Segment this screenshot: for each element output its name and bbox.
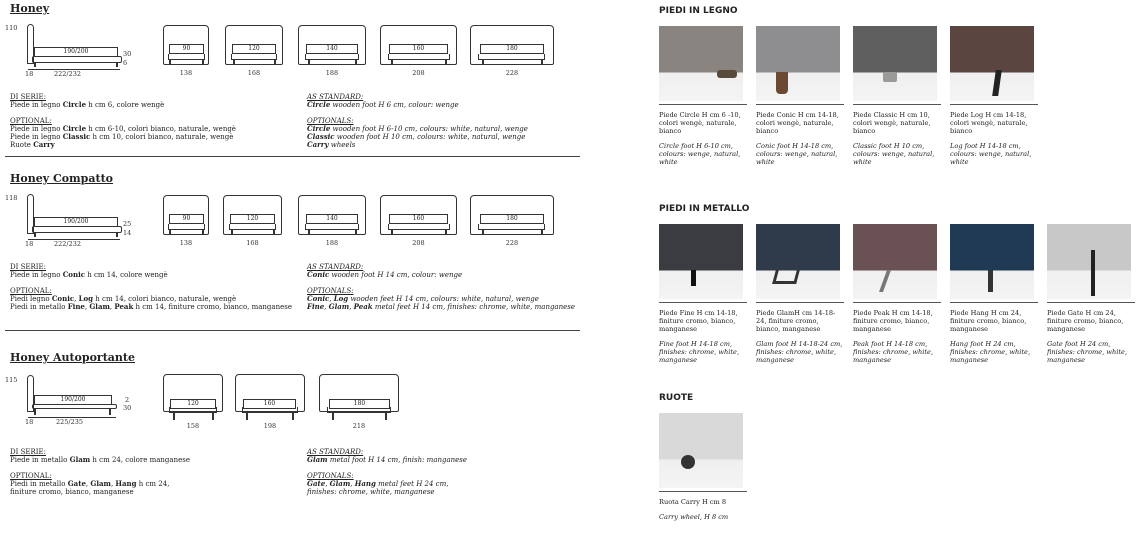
foot-label-en: Gate foot H 24 cm, finishes: chrome, white, manganese: [1047, 340, 1128, 364]
text-segment: ,: [329, 295, 334, 303]
bed-base: [168, 54, 205, 60]
foot-label-it: Ruota Carry H cm 8: [659, 498, 727, 506]
total-length: 222/232: [54, 240, 82, 248]
bed-front-view: [319, 374, 399, 434]
mattress-width: 160: [389, 44, 448, 54]
section-title: Honey Autoportante: [10, 351, 136, 364]
foot-label-it: Piede Hang H cm 24, finiture cromo, bianco, manganese: [950, 309, 1027, 333]
front-leg: [231, 230, 233, 235]
front-leg: [541, 230, 543, 235]
text-segment: h cm 24, colore manganese: [90, 456, 190, 464]
text-line: [10, 303, 292, 311]
text-line: [10, 456, 190, 464]
foot-label-en: Hang foot H 24 cm, finishes: chrome, white, manganese: [950, 340, 1031, 364]
bed-leg: [34, 233, 36, 237]
mattress-width: 180: [480, 214, 544, 224]
total-width: 188: [325, 239, 339, 247]
foot-shape: [717, 70, 737, 78]
foot-card: [853, 224, 941, 364]
optional-en: [307, 472, 448, 496]
card-rule: [659, 104, 747, 105]
total-width: 228: [505, 69, 519, 77]
card-rule: [1047, 302, 1135, 303]
text-segment: metal foot H 14 cm, finish: manganese: [327, 456, 468, 464]
bed-leg: [116, 233, 118, 237]
mattress-width: 160: [389, 214, 448, 224]
foot-card: [659, 26, 747, 166]
text-segment: ,: [350, 480, 355, 488]
bed-frame: [32, 56, 122, 63]
bed-leg: [34, 409, 36, 415]
card-rule: [756, 104, 844, 105]
bed-front-view: [470, 195, 554, 245]
text-segment: ,: [324, 303, 329, 311]
text-line: [10, 101, 164, 109]
bed-base: [388, 224, 450, 230]
mattress-length: 190/200: [34, 47, 118, 57]
text-segment: Conic: [51, 294, 75, 303]
text-segment: metal feet H 24 cm,: [375, 480, 449, 488]
foot-label-it: Piede Gate H cm 24, finiture cromo, bianco, manganese: [1047, 309, 1124, 333]
bed-base: [478, 224, 545, 230]
height-dim: 118: [5, 194, 18, 202]
foot-shape: [681, 455, 695, 469]
front-leg: [173, 413, 175, 420]
leg-dim: 18: [25, 418, 34, 426]
text-heading: DI SERIE:: [10, 263, 47, 271]
text-line: [307, 480, 448, 488]
bed-base: [388, 54, 450, 60]
group-title: PIEDI IN METALLO: [659, 204, 750, 214]
text-heading: AS STANDARD:: [307, 263, 364, 271]
front-leg: [169, 60, 171, 65]
text-line: [307, 133, 528, 141]
optional-it: [10, 472, 169, 496]
text-segment: Peak: [353, 302, 373, 311]
text-heading: DI SERIE:: [10, 448, 47, 456]
foot-photo: [659, 413, 743, 488]
bed-front-view: [380, 195, 457, 245]
text-segment: h cm 14, colori bianco, naturale, wengè: [93, 295, 237, 303]
text-segment: h cm 14, finiture cromo, bianco, manganese: [133, 303, 292, 311]
standard-it: [10, 448, 190, 464]
front-leg: [292, 413, 294, 420]
text-segment: Classic: [62, 132, 91, 141]
side-dim: 30: [123, 50, 132, 58]
text-line: [307, 488, 448, 496]
mattress-width: 120: [230, 214, 275, 224]
foot-card: [756, 26, 844, 166]
text-segment: wooden foot H 6 cm, colour: wenge: [330, 101, 459, 109]
foot-photo: [950, 224, 1034, 299]
text-heading: AS STANDARD:: [307, 448, 364, 456]
front-leg: [482, 60, 484, 65]
text-segment: Conic: [62, 270, 85, 279]
text-heading: AS STANDARD:: [307, 93, 364, 101]
text-segment: Glam: [329, 479, 351, 488]
text-segment: ,: [85, 480, 91, 488]
foot-label-it: Piede Fine H cm 14-18, finiture cromo, bianco, manganese: [659, 309, 738, 333]
total-width: 168: [247, 69, 261, 77]
text-line: [10, 271, 168, 279]
bed-base: [327, 407, 391, 413]
bed-front-view: [470, 25, 554, 75]
front-leg: [212, 413, 214, 420]
bed-front-view: [225, 25, 283, 75]
total-width: 168: [246, 239, 259, 247]
text-line: [10, 488, 169, 496]
text-segment: Gate: [307, 479, 326, 488]
text-segment: Ruote: [10, 141, 34, 149]
card-rule: [853, 104, 941, 105]
bed-front-view: [298, 195, 366, 245]
text-segment: Piede in legno: [10, 101, 63, 109]
front-leg: [385, 413, 387, 420]
text-line: [307, 101, 459, 109]
bed-leg: [116, 63, 118, 67]
standard-en: [307, 263, 462, 279]
foot-photo: [1047, 224, 1131, 299]
bed-front-view: [223, 195, 282, 245]
bed-side-view: [4, 20, 154, 80]
text-line: [307, 456, 467, 464]
text-segment: metal feet H 14 cm, finishes: chrome, white, manganese: [372, 303, 575, 311]
standard-en: [307, 93, 459, 109]
text-segment: Piede in legno: [10, 133, 63, 141]
front-leg: [202, 60, 204, 65]
text-segment: Piede in legno: [10, 271, 63, 279]
front-leg: [445, 230, 447, 235]
front-leg: [355, 230, 357, 235]
text-heading: OPTIONAL:: [10, 287, 52, 295]
total-width: 138: [179, 239, 193, 247]
text-segment: Glam: [69, 455, 91, 464]
group-title: RUOTE: [659, 393, 694, 403]
total-width: 198: [263, 422, 277, 430]
text-segment: finishes: chrome, white, manganese: [307, 488, 435, 496]
text-segment: Glam: [307, 455, 328, 464]
foot-card: [659, 413, 747, 521]
text-segment: Piede in metallo: [10, 456, 70, 464]
mattress-width: 90: [169, 44, 204, 54]
section-title: Honey: [10, 2, 50, 15]
bed-base: [305, 224, 359, 230]
text-segment: Conic: [307, 294, 330, 303]
foot-photo: [659, 26, 743, 101]
front-leg: [355, 60, 357, 65]
text-line: [307, 303, 575, 311]
foot-label-en: Circle foot H 6-10 cm, colours: wenge, natural, white: [659, 142, 741, 166]
side-dim: 14: [123, 229, 132, 237]
card-rule: [950, 302, 1038, 303]
front-leg: [332, 413, 334, 420]
side-dim: 2: [125, 396, 130, 404]
text-segment: Piedi in metallo: [10, 303, 68, 311]
front-leg: [202, 230, 204, 235]
text-segment: Log: [333, 294, 349, 303]
front-leg: [274, 60, 276, 65]
bed-front-view: [163, 374, 223, 434]
front-leg: [482, 230, 484, 235]
text-segment: Peak: [114, 302, 134, 311]
text-segment: Circle: [62, 124, 87, 133]
bed-base: [231, 54, 277, 60]
mattress-width: 180: [480, 44, 544, 54]
total-width: 158: [186, 422, 200, 430]
standard-en: [307, 448, 467, 464]
text-segment: Gate: [67, 479, 86, 488]
total-length: 225/235: [56, 418, 84, 426]
total-length: 222/232: [54, 70, 82, 78]
height-dim: 110: [5, 24, 18, 32]
foot-shape: [992, 70, 1002, 96]
bed-base: [242, 407, 298, 413]
text-heading: OPTIONALS:: [307, 287, 354, 295]
total-width: 218: [352, 422, 366, 430]
foot-label-it: Piede Circle H cm 6 -10, colori wengè, naturale, bianco: [659, 111, 741, 135]
bed-base: [168, 224, 205, 230]
text-line: [307, 141, 528, 149]
text-segment: wooden foot H 14 cm, colour: wenge: [329, 271, 463, 279]
bed-frame: [32, 226, 122, 233]
foot-shape: [1091, 250, 1095, 296]
text-line: [10, 295, 292, 303]
total-width: 228: [505, 239, 519, 247]
section-title: Honey Compatto: [10, 172, 113, 185]
bed-side-view: [4, 369, 154, 429]
text-segment: h cm 6, colore wengè: [86, 101, 165, 109]
text-segment: Circle: [62, 100, 87, 109]
text-segment: Piedi in metallo: [10, 480, 68, 488]
optional-it: [10, 287, 292, 311]
section-divider: [5, 330, 580, 331]
bed-front-view: [380, 25, 457, 75]
front-leg: [541, 60, 543, 65]
card-rule: [756, 302, 844, 303]
text-heading: OPTIONAL:: [10, 472, 52, 480]
bed-base: [229, 224, 276, 230]
bed-front-view: [163, 25, 209, 75]
text-segment: h cm 24,: [136, 480, 170, 488]
optional-en: [307, 287, 575, 311]
text-line: [307, 271, 462, 279]
foot-label-en: Carry wheel, H 8 cm: [659, 513, 729, 521]
text-segment: ,: [109, 303, 115, 311]
foot-card: [853, 26, 941, 166]
text-segment: ,: [349, 303, 354, 311]
mattress-width: 120: [170, 399, 216, 409]
foot-card: [659, 224, 747, 364]
text-segment: finiture cromo, bianco, manganese: [10, 488, 134, 496]
front-leg: [445, 60, 447, 65]
front-leg: [273, 230, 275, 235]
foot-photo: [659, 224, 743, 299]
side-dim: 6: [123, 59, 128, 67]
text-heading: OPTIONAL:: [10, 117, 52, 125]
mattress-width: 140: [306, 214, 358, 224]
text-heading: DI SERIE:: [10, 93, 47, 101]
height-dim: 115: [5, 376, 18, 384]
text-segment: ,: [84, 303, 90, 311]
front-leg: [391, 60, 393, 65]
text-line: [10, 141, 236, 149]
mattress-length: 190/200: [34, 395, 112, 405]
text-segment: h cm 6-10, colori bianco, naturale, wengè: [86, 125, 236, 133]
text-segment: Piede in legno: [10, 125, 63, 133]
optional-it: [10, 117, 236, 149]
text-segment: Circle: [307, 100, 331, 109]
side-dim: 25: [123, 220, 132, 228]
foot-label-en: Fine foot H 14-18 cm, finishes: chrome, white, manganese: [659, 340, 740, 364]
leg-dim: 18: [25, 70, 34, 78]
front-leg: [308, 230, 310, 235]
foot-shape: [879, 270, 891, 292]
mattress-width: 140: [306, 44, 358, 54]
foot-label-it: Piede GlamH cm 14-18-24, finiture cromo, bianco, manganese: [756, 309, 836, 333]
text-segment: wheels: [328, 141, 356, 149]
text-segment: Circle: [307, 124, 331, 133]
bed-base: [305, 54, 359, 60]
section-divider: [5, 156, 580, 157]
foot-label-en: Peak foot H 14-18 cm, finishes: chrome, white, manganese: [853, 340, 934, 364]
text-segment: h cm 10, colori bianco, naturale, wengè: [90, 133, 234, 141]
foot-shape: [776, 72, 788, 94]
card-rule: [659, 302, 747, 303]
foot-card: [756, 224, 844, 364]
text-segment: ,: [110, 480, 116, 488]
front-leg: [169, 230, 171, 235]
text-line: [10, 480, 169, 488]
foot-photo: [756, 224, 840, 299]
foot-card: [950, 224, 1038, 364]
text-line: [307, 125, 528, 133]
foot-label-en: Classic foot H 10 cm, colours: wenge, natural, white: [853, 142, 935, 166]
bed-base: [478, 54, 545, 60]
foot-photo: [853, 26, 937, 101]
foot-label-it: Piede Classic H cm 10, colori wengè, naturale, bianco: [853, 111, 931, 135]
total-width: 208: [412, 69, 425, 77]
text-segment: Piedi legno: [10, 295, 52, 303]
text-segment: Conic: [307, 270, 330, 279]
front-leg: [308, 60, 310, 65]
text-segment: wooden feet H 14 cm, colours: white, natural, wenge: [348, 295, 539, 303]
foot-card: [1047, 224, 1135, 364]
text-segment: Log: [78, 294, 94, 303]
card-rule: [659, 491, 747, 492]
standard-it: [10, 263, 168, 279]
front-leg: [391, 230, 393, 235]
bed-front-view: [235, 374, 305, 434]
mattress-width: 120: [232, 44, 276, 54]
foot-shape: [988, 270, 993, 292]
text-segment: wooden foot H 6-10 cm, colours: white, natural, wenge: [330, 125, 528, 133]
bed-side-view: [4, 190, 154, 250]
foot-photo: [853, 224, 937, 299]
optional-en: [307, 117, 528, 149]
group-title: PIEDI IN LEGNO: [659, 6, 738, 16]
total-width: 138: [179, 69, 193, 77]
total-width: 208: [412, 239, 425, 247]
text-segment: wooden foot H 10 cm, colours: white, natural, wenge: [334, 133, 526, 141]
text-segment: Glam: [89, 302, 110, 311]
side-dim: 30: [123, 404, 132, 412]
foot-card: [950, 26, 1038, 166]
foot-shape: [883, 72, 897, 82]
text-heading: OPTIONALS:: [307, 472, 354, 480]
text-segment: Hang: [115, 479, 137, 488]
mattress-width: 90: [169, 214, 204, 224]
bed-front-view: [298, 25, 366, 75]
foot-label-en: Log foot H 14-18 cm, colours: wenge, natural, white: [950, 142, 1032, 166]
text-segment: Fine: [307, 302, 325, 311]
foot-label-it: Piede Log H cm 14-18, colori wengè, naturale, bianco: [950, 111, 1028, 135]
card-rule: [950, 104, 1038, 105]
front-leg: [246, 413, 248, 420]
text-segment: Glam: [90, 479, 111, 488]
standard-it: [10, 93, 164, 109]
foot-label-it: Piede Peak H cm 14-18, finiture cromo, bianco, manganese: [853, 309, 933, 333]
foot-label-en: Conic foot H 14-18 cm, colours: wenge, natural, white: [756, 142, 838, 166]
leg-dim: 18: [25, 240, 34, 248]
text-segment: Glam: [328, 302, 350, 311]
bed-front-view: [163, 195, 209, 245]
foot-shape: [772, 270, 800, 284]
text-segment: Carry: [307, 140, 329, 149]
total-width: 188: [325, 69, 339, 77]
bed-base: [169, 407, 217, 413]
foot-label-it: Piede Conic H cm 14-18, colori wengè, naturale, bianco: [756, 111, 839, 135]
foot-photo: [756, 26, 840, 101]
text-heading: OPTIONALS:: [307, 117, 354, 125]
text-segment: ,: [325, 480, 330, 488]
bed-leg: [109, 409, 111, 415]
mattress-width: 160: [243, 399, 296, 409]
text-segment: h cm 14, colore wengè: [85, 271, 168, 279]
mattress-width: 180: [329, 399, 390, 409]
front-leg: [233, 60, 235, 65]
text-segment: Classic: [307, 132, 335, 141]
foot-photo: [950, 26, 1034, 101]
text-segment: ,: [74, 295, 79, 303]
mattress-length: 190/200: [34, 217, 118, 227]
bed-leg: [34, 63, 36, 67]
text-segment: Fine: [67, 302, 85, 311]
foot-label-en: Glam foot H 14-18-24 cm, finishes: chrome, white, manganese: [756, 340, 843, 364]
card-rule: [853, 302, 941, 303]
text-segment: Hang: [354, 479, 376, 488]
text-line: [10, 125, 236, 133]
foot-shape: [691, 270, 696, 286]
text-segment: Carry: [33, 140, 55, 149]
